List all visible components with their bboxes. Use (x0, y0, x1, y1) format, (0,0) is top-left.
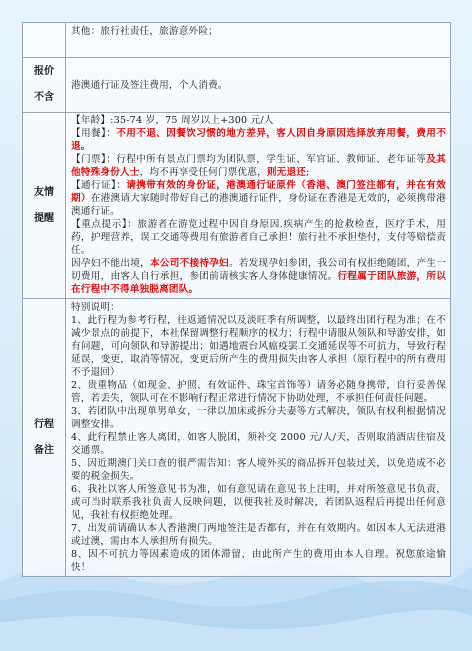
ticket-note: 【门票】：行程中所有景点门票均为团队票，学生证、军官证、教师证、老年证等及其他特殊身份人士，均不再享受任何门票优惠，则无退还; (71, 154, 446, 178)
price-excluded-text: 港澳通行证及签注费用，个人消费。 (66, 58, 451, 113)
key-reminder-note: 【重点提示】：旅游者在游览过程中因自身原因.疾病产生的抢救检查，医疗手术，用药，护理营养，误工交通等费用有旅游者自己承担！旅行社不承担垫付，支付等赔偿责任。 (71, 219, 446, 256)
itinerary-notes-table (22, 22, 451, 577)
remark-item: 2、贵重物品（如现金、护照、有效证件、珠宝首饰等）请务必随身携带，自行妥善保管，若丢失，领队可在不影响行程正常进行情况下协助处理，不承担任何责任问题。 (71, 380, 446, 404)
meal-note: 【用餐】：不用不退、因餐饮习惯的地方差异，客人因自身原因选择放弃用餐，费用不退。 (71, 128, 446, 152)
remarks-heading: 特别说明： (71, 302, 120, 313)
empty-label-cell (23, 23, 66, 58)
friendly-reminder-row (23, 113, 451, 299)
remark-item: 1、此行程为参考行程，往返通情况以及淡旺季有所调整，以最终出团行程为准；在不减少景点的前提下，本社保留调整行程顺序的权力；行程中请服从领队和导游安排，如有问题，可向领队和导游提出；如遇地震台风瘟疫罢工交通延误等不可抗力，导致行程延误，变更，取消等情况，变更后所产生的费用损失由客人承担（原行程中的所有费用不予退回） (71, 315, 446, 378)
remark-item: 3、若团队中出现单男单女，一律以加床或拆分夫妻等方式解决，领队有权利根据情况调整安排。 (71, 406, 446, 430)
other-insurance-row (23, 23, 451, 58)
age-note: 【年龄】:35-74 岁，75 周岁以上+300 元/人 (71, 115, 274, 126)
price-excluded-row (23, 58, 451, 113)
price-excluded-label: 报价 不含 (23, 58, 66, 113)
remark-item: 7、出发前请确认本人香港澳门两地签注是否都有，并在有效期内。如因本人无法进港或过澳，需由本人承担所有损失。 (71, 523, 446, 547)
itinerary-remarks-label: 行程 备注 (23, 299, 66, 577)
itinerary-remarks-row (23, 299, 451, 577)
pass-note: 【通行证】：请携带有效的身份证，港澳通行证原件（香港、澳门签注都有，并在有效期）在港澳请大家随时带好自己的港澳通行证件，身份证在香港是无效的，必须携带港澳通行证。 (71, 180, 446, 217)
itinerary-remarks-content (66, 299, 451, 577)
friendly-reminder-content (66, 113, 451, 299)
other-insurance-text: 其他：旅行社责任，旅游意外险； (66, 23, 451, 58)
remark-item: 6、我社以客人所签意见书为准，如有意见请在意见书上注明，并对所签意见书负责，或可当时联系我社负责人反映问题，以便我社及时解决，若团队返程后再提出任何意见，我社有权拒绝处理。 (71, 484, 446, 521)
remark-item: 4、此行程禁止客人离团，如客人脱团，须补交 2000 元/人/天，否则取消酒店住宿及交通票。 (71, 432, 446, 456)
friendly-reminder-label: 友情 提醒 (23, 113, 66, 299)
remark-item: 8、因不可抗力等因素造成的团体滞留，由此所产生的费用由本人自理。祝您旅途愉快！ (71, 549, 446, 573)
remark-item: 5、因近期澳门关口查的很严需告知：客人境外买的商品拆开包装过关，以免造成不必要的税金损失。 (71, 458, 446, 482)
pregnancy-note: 因孕妇不能出境，本公司不接待孕妇。若发现孕妇参团，我公司有权拒绝随团，产生一切费用，由客人自行承担，参团前请核实客人身体健康情况。行程属于团队旅游，所以在行程中不得单独脱离团队。 (71, 258, 446, 295)
